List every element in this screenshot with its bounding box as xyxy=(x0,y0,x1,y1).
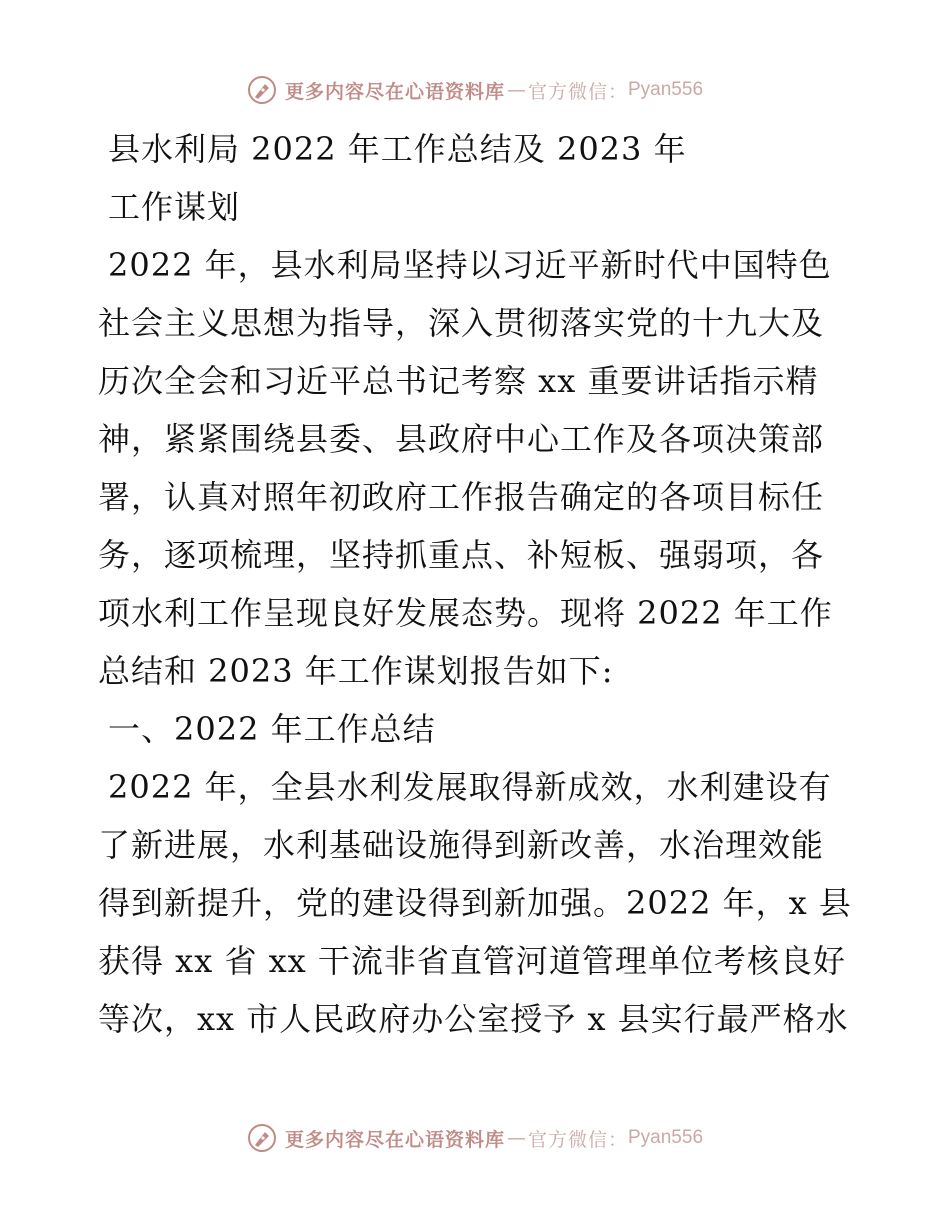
watermark-wechat-label: 官方微信： xyxy=(527,1128,628,1151)
paragraph-line: 历次全会和习近平总书记考察 xx 重要讲话指示精 xyxy=(98,362,819,400)
paragraph-line: 得到新提升，党的建设得到新加强。2022 年，x 县 xyxy=(98,884,852,922)
watermark-wechat-id: Pyan556 xyxy=(628,79,704,100)
watermark-dash: — xyxy=(506,79,526,101)
watermark-brand: 更多内容尽在心语资料库 xyxy=(284,80,505,103)
paragraph-line: 2022 年，全县水利发展取得新成效，水利建设有 xyxy=(108,768,832,806)
watermark-dash: — xyxy=(506,1127,526,1149)
watermark-header xyxy=(0,70,950,110)
paragraph-line: 等次，xx 市人民政府办公室授予 x 县实行最严格水 xyxy=(98,1000,849,1038)
watermark-footer xyxy=(0,1118,950,1158)
pen-nib-logo-icon xyxy=(247,75,277,105)
paragraph-line: 项水利工作呈现良好发展态势。现将 2022 年工作 xyxy=(98,594,833,632)
paragraph-line: 署，认真对照年初政府工作报告确定的各项目标任 xyxy=(98,478,825,516)
watermark-wechat-id: Pyan556 xyxy=(628,1127,704,1148)
paragraph-line: 总结和 2023 年工作谋划报告如下: xyxy=(98,652,614,690)
document-title-line-1: 县水利局 2022 年工作总结及 2023 年 xyxy=(108,130,687,168)
paragraph-line: 社会主义思想为指导，深入贯彻落实党的十九大及 xyxy=(98,304,825,342)
watermark-wechat-label: 官方微信： xyxy=(527,80,628,103)
paragraph-line: 获得 xx 省 xx 干流非省直管河道管理单位考核良好 xyxy=(98,942,846,980)
paragraph-1 xyxy=(98,236,858,700)
section-heading-1: 一、2022 年工作总结 xyxy=(108,710,436,748)
watermark-brand: 更多内容尽在心语资料库 xyxy=(284,1128,505,1151)
paragraph-line: 2022 年，县水利局坚持以习近平新时代中国特色 xyxy=(108,246,832,284)
document-title-line-2: 工作谋划 xyxy=(108,188,241,226)
document-body xyxy=(98,120,858,1048)
paragraph-line: 了新进展，水利基础设施得到新改善，水治理效能 xyxy=(98,826,825,864)
pen-nib-logo-icon xyxy=(247,1123,277,1153)
paragraph-line: 神，紧紧围绕县委、县政府中心工作及各项决策部 xyxy=(98,420,825,458)
paragraph-line: 务，逐项梳理，坚持抓重点、补短板、强弱项，各 xyxy=(98,536,825,574)
paragraph-2 xyxy=(98,758,858,1048)
